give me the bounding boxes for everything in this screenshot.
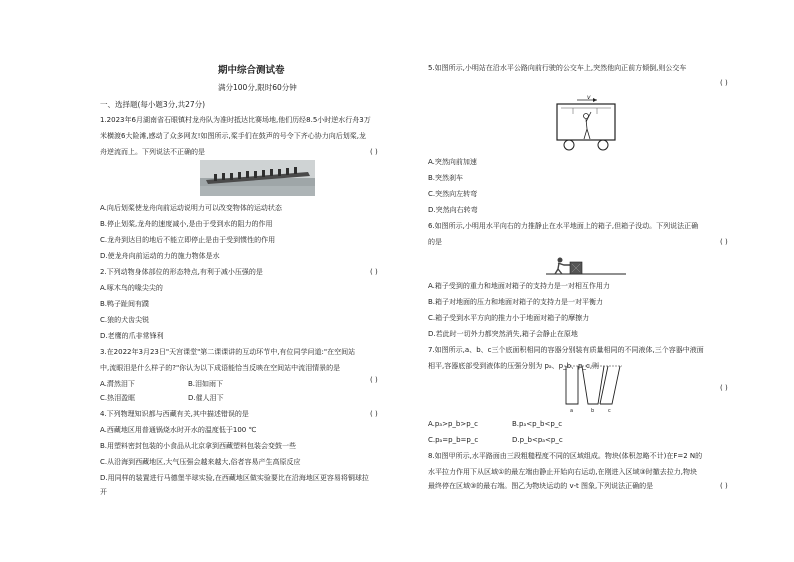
- q5-option-c: C.突然向左转弯: [428, 190, 478, 198]
- q4-option-d: D.用同样的装置进行马德堡半球实验,在西藏地区做实验要比在沿海地区更容易将铜球拉: [100, 474, 369, 482]
- bus-velocity-label: v: [587, 94, 591, 101]
- q5-option-a: A.突然向前加速: [428, 158, 477, 166]
- exam-title: 期中综合测试卷: [218, 65, 285, 76]
- q1-option-b: B.停止划桨,龙舟的速度减小,是由于受到水的阻力的作用: [100, 220, 273, 228]
- q6-option-a: A.箱子受到的重力和地面对箱子的支持力是一对相互作用力: [428, 282, 610, 290]
- q7-stem-line-2: 相平,容器底部受到液体的压强分别为 pₐ、p_b、p_c,则: [428, 362, 600, 370]
- push-box-figure: [546, 256, 626, 276]
- q6-option-d: D.若此时一切外力都突然消失,箱子会静止在原地: [428, 330, 578, 338]
- q3-answer-paren: ( ): [370, 376, 378, 384]
- q8-stem-line-1: 8.如图甲所示,水平路面由三段粗糙程度不同的区域组成。物块(体积忽略不计)在F=2 N的: [428, 452, 703, 460]
- q4-option-c: C.从沿海到西藏地区,大气压强会越来越大,俗者容易产生高原反应: [100, 458, 301, 466]
- containers-figure: [564, 356, 622, 414]
- q7-option-c: C.pₐ=p_b=p_c: [428, 436, 479, 444]
- q3-stem-line-2: 中,流眼泪是什么样子的?"你认为以下成语能恰当反映在空间站中流泪情景的是: [100, 364, 341, 372]
- q6-answer-paren: ( ): [720, 238, 728, 246]
- q3-option-c: C.热泪盈眶: [100, 394, 136, 402]
- exam-subtitle: 满分100分,限时60分钟: [218, 83, 297, 92]
- section-heading: 一、选择题(每小题3分,共27分): [100, 100, 206, 109]
- q5-option-b: B.突然刹车: [428, 174, 464, 182]
- q7-option-b: B.pₐ<p_b<p_c: [512, 420, 563, 428]
- q7-answer-paren: ( ): [720, 384, 728, 392]
- q4-option-d-cont: 开: [100, 488, 107, 496]
- q4-answer-paren: ( ): [370, 410, 378, 418]
- q7-stem-line-1: 7.如图所示,a、b、c三个底面积相同的容器分别装有质量相同的不同液体,三个容器中液面: [428, 346, 704, 354]
- q2-option-b: B.鸭子趾间有蹼: [100, 300, 150, 308]
- container-b-label: b: [591, 408, 595, 414]
- q5-stem: 5.如图所示,小明站在沿水平公路向前行驶的公交车上,突然他向正前方倾倒,则公交车: [428, 64, 687, 72]
- q7-option-d: D.p_b<pₐ<p_c: [512, 436, 563, 444]
- q8-stem-line-2: 水平拉力作用下从区域①的最左端由静止开始向右运动,在刚进入区域③时撤去拉力,物块: [428, 468, 697, 476]
- container-a-label: a: [570, 408, 574, 414]
- q3-option-b: B.泪如雨下: [188, 380, 224, 388]
- q2-option-a: A.啄木鸟的喙尖尖的: [100, 284, 163, 292]
- q1-stem-line-1: 1.2023年6月湖南省石眼镇村龙舟队为准时抵达比赛场地,他们历经8.5小时逆水行舟3万: [100, 116, 371, 124]
- q2-stem: 2.下列动物身体部位的形态特点,有利于减小压强的是: [100, 268, 263, 276]
- q2-option-d: D.老鹰的爪非常锋利: [100, 332, 164, 340]
- q4-option-a: A.西藏地区用普通锅烧水时开水的温度低于100 ℃: [100, 426, 257, 434]
- q1-stem-line-2: 米横渡6大险滩,感动了众多网友!如图所示,桨手们在鼓声的号令下齐心协力向后划桨,龙: [100, 132, 366, 140]
- q5-option-d: D.突然向右转弯: [428, 206, 478, 214]
- q1-option-c: C.龙舟到达目的地后不能立即停止是由于受到惯性的作用: [100, 236, 276, 244]
- q4-stem: 4.下列物理知识都与西藏有关,其中描述错误的是: [100, 410, 249, 418]
- q6-option-b: B.箱子对地面的压力和地面对箱子的支持力是一对平衡力: [428, 298, 604, 306]
- bus-figure: [553, 92, 619, 154]
- q6-option-c: C.箱子受到水平方向的推力小于地面对箱子的摩擦力: [428, 314, 590, 322]
- container-c-label: c: [608, 408, 611, 414]
- q3-option-a: A.潸然泪下: [100, 380, 135, 388]
- q1-option-d: D.使龙舟向前运动的力的施力物体是水: [100, 252, 220, 260]
- q8-answer-paren: ( ): [720, 482, 728, 490]
- q1-option-a: A.向后划桨使龙舟向前运动说明力可以改变物体的运动状态: [100, 204, 282, 212]
- q6-stem-line-2: 的是: [428, 238, 442, 246]
- q3-option-d: D.催人泪下: [188, 394, 224, 402]
- q1-answer-paren: ( ): [370, 148, 378, 156]
- q4-option-b: B.用塑料密封包装的小食品从北京拿到西藏塑料包装会变鼓一些: [100, 442, 297, 450]
- q2-option-c: C.狼的犬齿尖锐: [100, 316, 150, 324]
- q5-answer-paren: ( ): [720, 79, 728, 87]
- q8-stem-line-3: 最终停在区域③的最右端。图乙为物块运动的 v-t 图象,下列说法正确的是: [428, 482, 654, 490]
- q2-answer-paren: ( ): [370, 268, 378, 276]
- q1-stem-line-3: 舟逆流而上。下列说法不正确的是: [100, 148, 205, 156]
- q3-stem-line-1: 3.在2022年3月23日"天宫课堂"第二课课讲的互动环节中,有位同学问道:"在空间站: [100, 348, 356, 356]
- q7-option-a: A.pₐ>p_b>p_c: [428, 420, 478, 428]
- q6-stem-line-1: 6.如图所示,小明用水平向右的力推静止在水平地面上的箱子,但箱子没动。下列说法正确: [428, 222, 699, 230]
- dragon-boat-photo: [200, 160, 315, 196]
